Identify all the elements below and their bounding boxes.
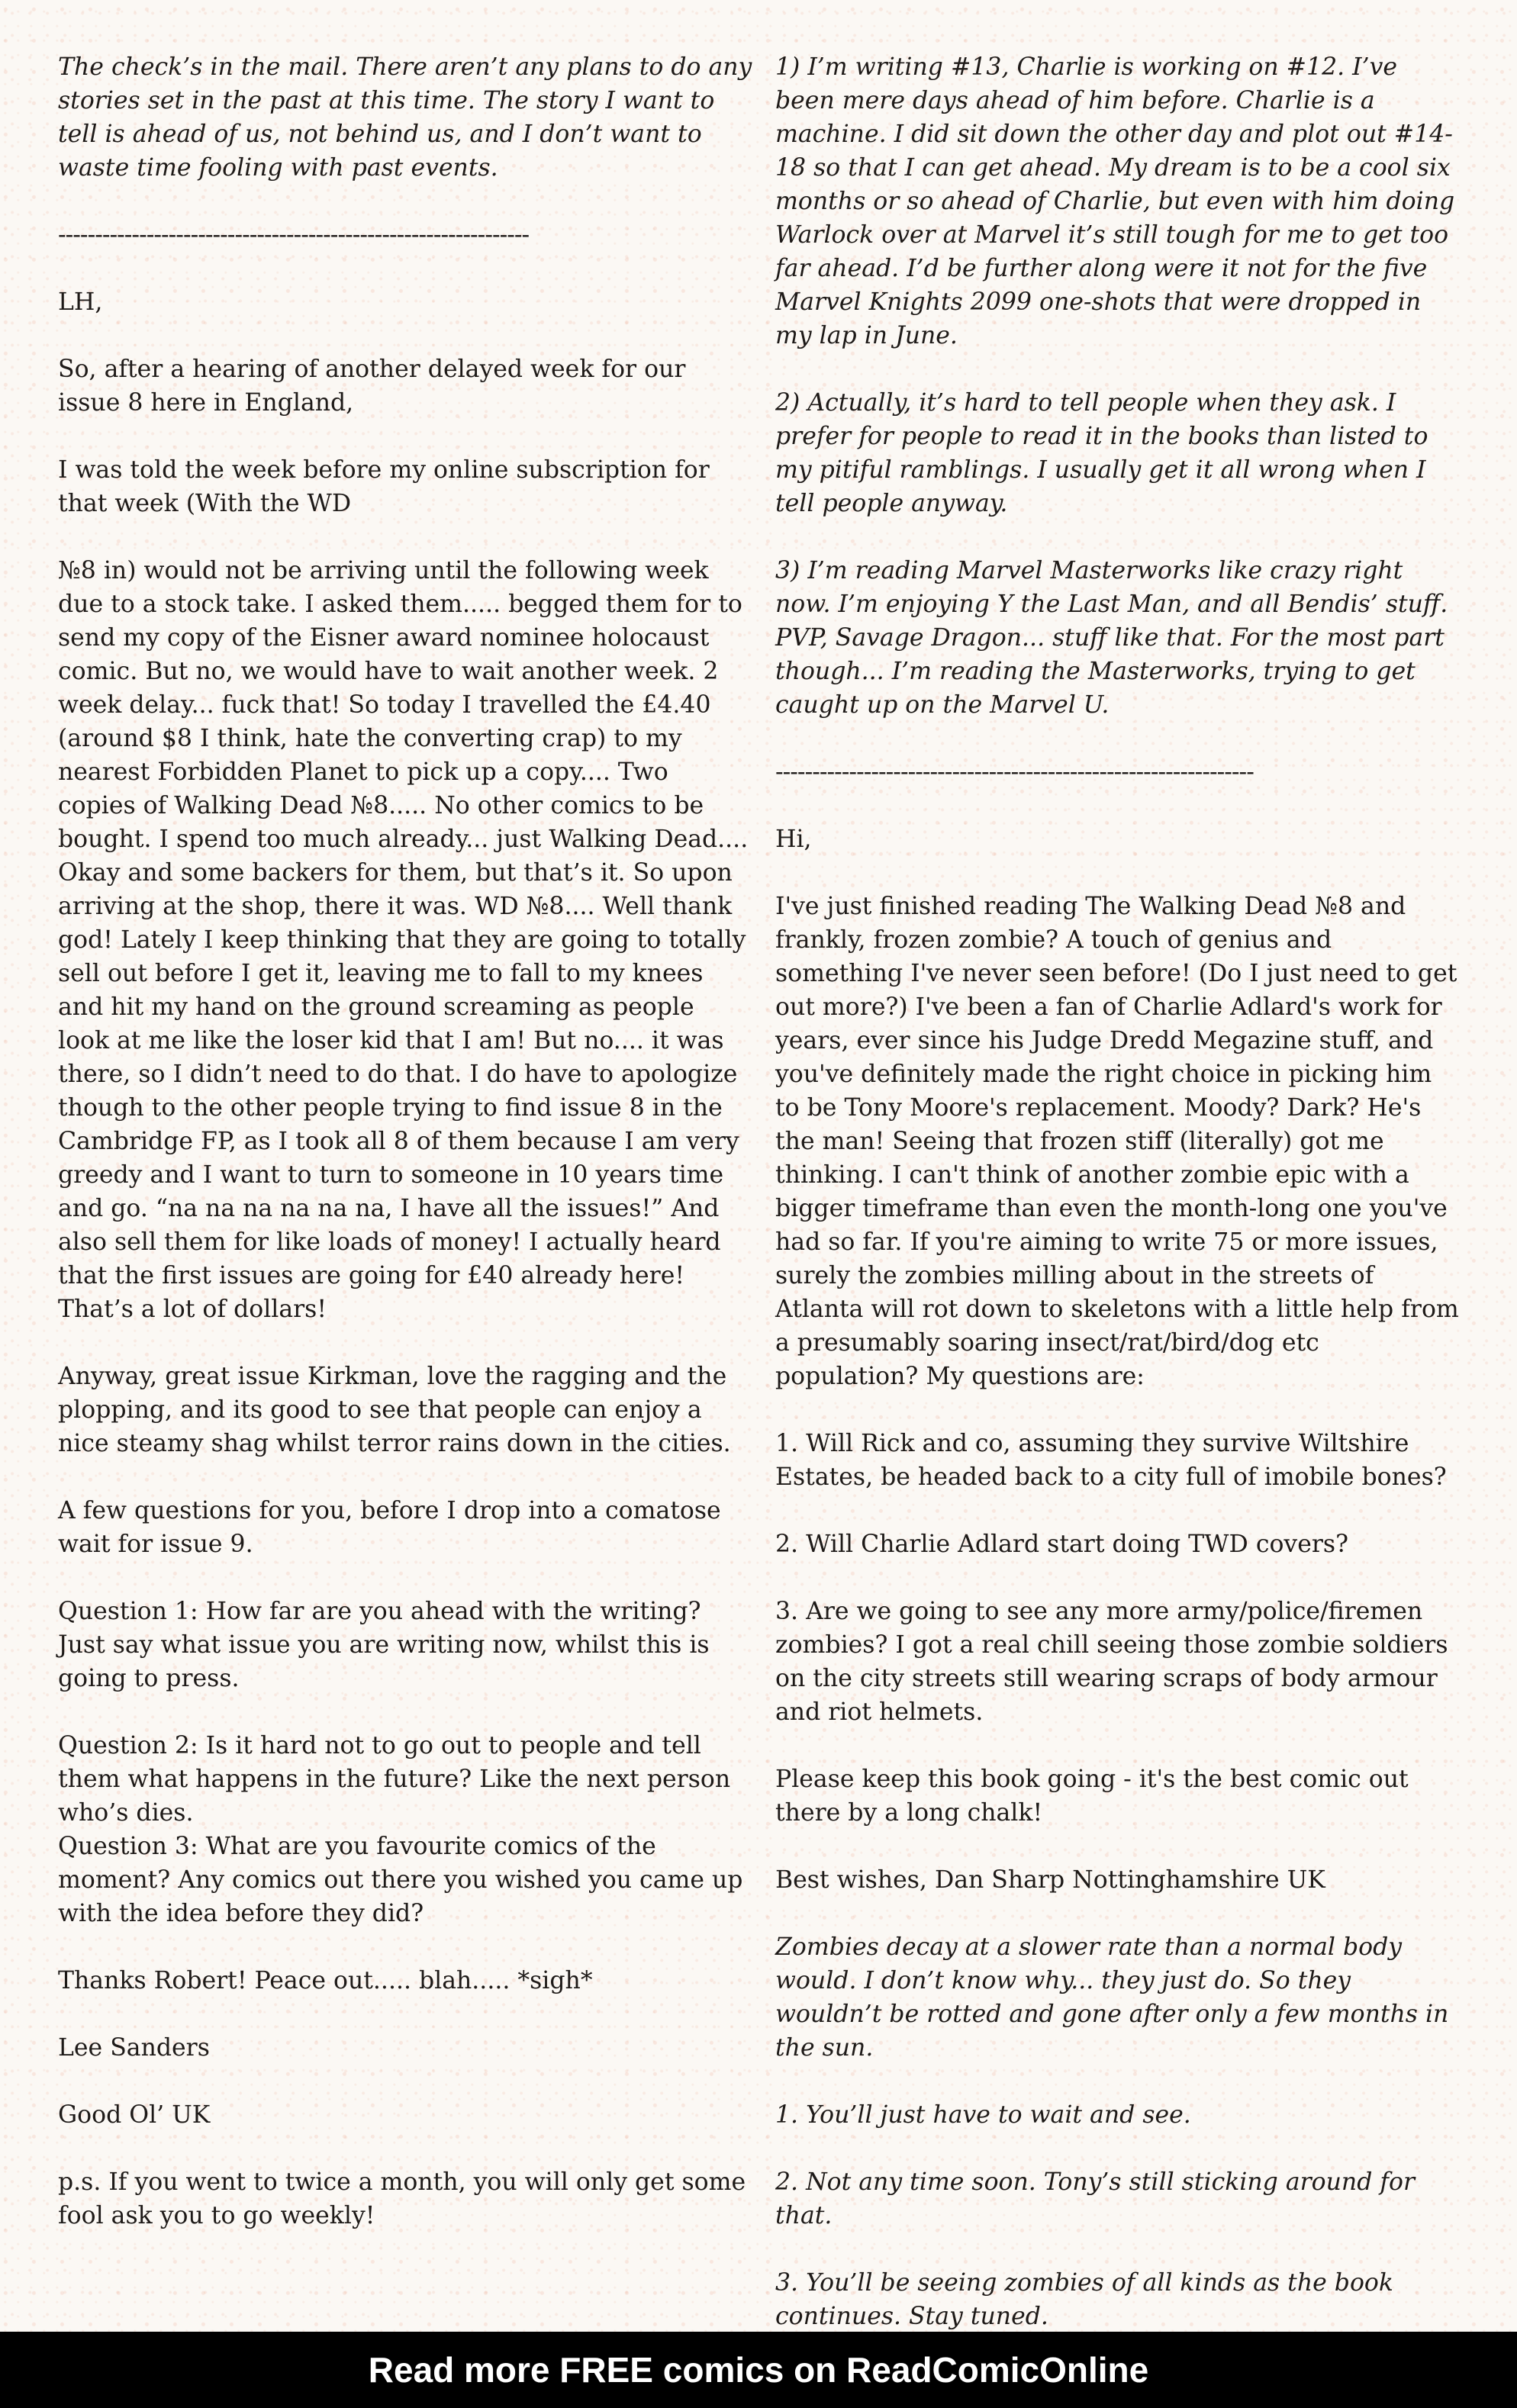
salutation: LH, bbox=[58, 288, 103, 316]
answer-2: 2) Actually, it’s hard to tell people when they ask. I prefer for people to read it in the books than listed to my pitiful ramblings. I usually get it all wrong when I tell people anyway. bbox=[775, 389, 1428, 517]
letter-paragraph: I've just finished reading The Walking Dead №8 and frankly, frozen zombie? A touch of genius and something I've never seen before! (Do I just need to get out more?) I've been a fan of Charlie Adlard's work for years, ever since his Judge Dredd Megazine stuff, and you've definitely made the right choice in picking him to be Tony Moore's replacement. Moody? Dark? He's the man! Seeing that frozen stiff (literally) got me thinking. I can't think of another zombie epic with a bigger timeframe than even the month-long one you've had so far. If you're aiming to write 75 or more issues, surely the zombies milling about in the streets of Atlanta will rot down to skeletons with a little help from a presumably soaring insect/rat/bird/dog etc population? My questions are: bbox=[775, 893, 1459, 1390]
thanks: Thanks Robert! Peace out..... blah..... *sigh* bbox=[58, 1967, 593, 1994]
letter-paragraph: A few questions for you, before I drop into a comatose wait for issue 9. bbox=[58, 1497, 721, 1558]
question-3: Question 3: What are you favourite comics of the moment? Any comics out there you wished you came up with the idea before they did? bbox=[58, 1833, 743, 1927]
promo-banner[interactable]: Read more FREE comics on ReadComicOnline bbox=[0, 2332, 1517, 2408]
answer-intro: The check’s in the mail. There aren’t any plans to do any stories set in the past at this time. The story I want to tell is ahead of us, not behind us, and I don’t want to waste time fooling with past events. bbox=[58, 53, 752, 182]
left-column bbox=[58, 50, 752, 2266]
answer-2: 2. Not any time soon. Tony’s still sticking around for that. bbox=[775, 2168, 1416, 2229]
letter-paragraph: I was told the week before my online subscription for that week (With the WD bbox=[58, 456, 710, 517]
answer-1: 1. You’ll just have to wait and see. bbox=[775, 2101, 1191, 2129]
letter-paragraph: Please keep this book going - it's the best comic out there by a long chalk! bbox=[775, 1766, 1409, 1827]
letter-signature: Best wishes, Dan Sharp Nottinghamshire UK bbox=[775, 1866, 1325, 1894]
letter-signature: Lee Sanders bbox=[58, 2034, 210, 2062]
letter-paragraph: So, after a hearing of another delayed week for our issue 8 here in England, bbox=[58, 356, 686, 417]
question-2: Question 2: Is it hard not to go out to people and tell them what happens in the future? Like the next person who’s dies. bbox=[58, 1732, 731, 1827]
salutation: Hi, bbox=[775, 826, 812, 853]
question-3: 3. Are we going to see any more army/police/firemen zombies? I got a real chill seeing those zombie soldiers on the city streets still wearing scraps of body armour and riot helmets. bbox=[775, 1598, 1448, 1726]
answer-3: 3) I’m reading Marvel Masterworks like crazy right now. I’m enjoying Y the Last Man, and all Bendis’ stuff. PVP, Savage Dragon... stuff like that. For the most part though... I’m reading the Masterworks, trying to get caught up on the Marvel U. bbox=[775, 557, 1448, 719]
divider: ----------------------------------------------------------------- bbox=[775, 758, 1254, 786]
question-1: Question 1: How far are you ahead with the writing? Just say what issue you are writing now, whilst this is going to press. bbox=[58, 1598, 710, 1692]
letter-location: Good Ol’ UK bbox=[58, 2101, 211, 2129]
postscript: p.s. If you went to twice a month, you will only get some fool ask you to go weekly! bbox=[58, 2168, 746, 2229]
question-2: 2. Will Charlie Adlard start doing TWD covers? bbox=[775, 1531, 1348, 1558]
question-1: 1. Will Rick and co, assuming they survive Wiltshire Estates, be headed back to a city full of imobile bones? bbox=[775, 1430, 1447, 1491]
letter-paragraph: Anyway, great issue Kirkman, love the ragging and the plopping, and its good to see that people can enjoy a nice steamy shag whilst terror rains down in the cities. bbox=[58, 1363, 731, 1457]
answer-3: 3. You’ll be seeing zombies of all kinds as the book continues. Stay tuned. bbox=[775, 2269, 1393, 2330]
answer-intro: Zombies decay at a slower rate than a normal body would. I don’t know why... they just do. So they wouldn’t be rotted and gone after only a few months in the sun. bbox=[775, 1933, 1449, 2062]
right-column bbox=[775, 50, 1462, 2367]
divider: ---------------------------------------------------------------- bbox=[58, 221, 530, 249]
answer-1: 1) I’m writing #13, Charlie is working on #12. I’ve been mere days ahead of him before. Charlie is a machine. I did sit down the other day and plot out #14-18 so that I can get ahead. My dream is to be a cool six months or so ahead of Charlie, but even with him doing Warlock over at Marvel it’s still tough for me to get too far ahead. I’d be further along were it not for the five Marvel Knights 2099 one-shots that were dropped in my lap in June. bbox=[775, 53, 1455, 349]
letter-paragraph: №8 in) would not be arriving until the following week due to a stock take. I asked them..... begged them for to send my copy of the Eisner award nominee holocaust comic. But no, we would have to wait another week. 2 week delay... fuck that! So today I travelled the £4.40 (around $8 I think, hate the converting crap) to my nearest Forbidden Planet to pick up a copy.... Two copies of Walking Dead №8..... No other comics to be bought. I spend too much already... just Walking Dead.... Okay and some backers for them, but that’s it. So upon arriving at the shop, there it was. WD №8.... Well thank god! Lately I keep thinking that they are going to totally sell out before I get it, leaving me to fall to my knees and hit my hand on the ground screaming as people look at me like the loser kid that I am! But no.... it was there, so I didn’t need to do that. I do have to apologize though to the other people trying to find issue 8 in the Cambridge FP, as I took all 8 of them because I am very greedy and I want to turn to someone in 10 years time and go. “na na na na na na, I have all the issues!” And also sell them for like loads of money! I actually heard that the first issues are going for £40 already here! That’s a lot of dollars! bbox=[58, 557, 749, 1323]
